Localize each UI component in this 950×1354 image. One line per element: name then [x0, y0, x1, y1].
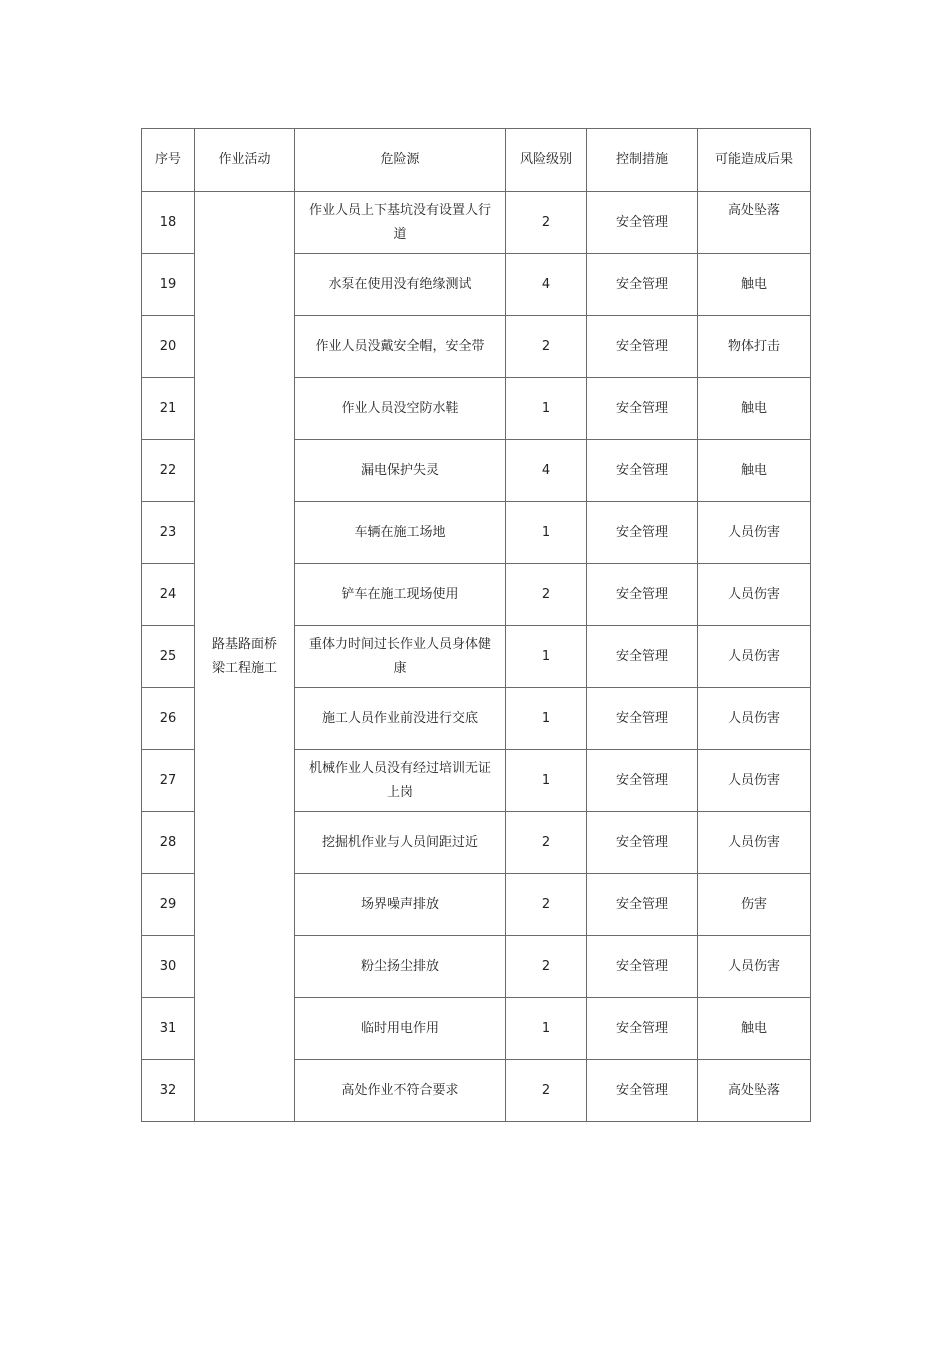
row-consequence: 物体打击 [698, 316, 811, 378]
row-hazard: 作业人员没戴安全帽，安全带 [295, 316, 506, 378]
row-risk-level: 1 [506, 998, 587, 1060]
row-no: 19 [142, 254, 195, 316]
row-no: 25 [142, 626, 195, 688]
row-consequence: 人员伤害 [698, 564, 811, 626]
table-row [142, 192, 811, 254]
row-hazard: 水泵在使用没有绝缘测试 [295, 254, 506, 316]
header-control: 控制措施 [587, 129, 698, 192]
row-risk-level: 2 [506, 936, 587, 998]
row-hazard: 粉尘扬尘排放 [295, 936, 506, 998]
header-risk-level: 风险级别 [506, 129, 587, 192]
row-hazard: 作业人员上下基坑没有设置人行道 [295, 192, 506, 254]
row-hazard: 挖掘机作业与人员间距过近 [295, 812, 506, 874]
row-risk-level: 1 [506, 688, 587, 750]
row-consequence: 高处坠落 [698, 192, 811, 254]
row-no: 28 [142, 812, 195, 874]
row-hazard: 机械作业人员没有经过培训无证上岗 [295, 750, 506, 812]
row-risk-level: 2 [506, 1060, 587, 1122]
header-hazard: 危险源 [295, 129, 506, 192]
row-consequence: 人员伤害 [698, 688, 811, 750]
row-control: 安全管理 [587, 936, 698, 998]
row-hazard: 临时用电作用 [295, 998, 506, 1060]
row-control: 安全管理 [587, 254, 698, 316]
header-no: 序号 [142, 129, 195, 192]
row-consequence: 触电 [698, 998, 811, 1060]
row-hazard: 漏电保护失灵 [295, 440, 506, 502]
row-hazard: 施工人员作业前没进行交底 [295, 688, 506, 750]
row-control: 安全管理 [587, 998, 698, 1060]
row-no: 31 [142, 998, 195, 1060]
row-consequence: 人员伤害 [698, 812, 811, 874]
row-control: 安全管理 [587, 812, 698, 874]
row-risk-level: 4 [506, 440, 587, 502]
row-risk-level: 2 [506, 192, 587, 254]
row-control: 安全管理 [587, 440, 698, 502]
row-no: 20 [142, 316, 195, 378]
row-risk-level: 2 [506, 316, 587, 378]
row-hazard: 车辆在施工场地 [295, 502, 506, 564]
row-risk-level: 1 [506, 750, 587, 812]
row-control: 安全管理 [587, 564, 698, 626]
row-hazard: 高处作业不符合要求 [295, 1060, 506, 1122]
row-risk-level: 1 [506, 626, 587, 688]
header-activity: 作业活动 [195, 129, 295, 192]
row-risk-level: 4 [506, 254, 587, 316]
row-consequence: 伤害 [698, 874, 811, 936]
row-no: 23 [142, 502, 195, 564]
row-control: 安全管理 [587, 626, 698, 688]
row-control: 安全管理 [587, 1060, 698, 1122]
table-header-row [142, 129, 811, 192]
row-no: 30 [142, 936, 195, 998]
row-hazard: 场界噪声排放 [295, 874, 506, 936]
row-no: 18 [142, 192, 195, 254]
row-risk-level: 2 [506, 564, 587, 626]
row-consequence: 触电 [698, 378, 811, 440]
row-consequence: 高处坠落 [698, 1060, 811, 1122]
row-consequence: 人员伤害 [698, 626, 811, 688]
row-consequence: 触电 [698, 440, 811, 502]
row-risk-level: 1 [506, 502, 587, 564]
row-control: 安全管理 [587, 378, 698, 440]
row-control: 安全管理 [587, 750, 698, 812]
row-risk-level: 2 [506, 874, 587, 936]
activity-cell: 路基路面桥梁工程施工 [195, 192, 295, 1122]
row-consequence: 人员伤害 [698, 936, 811, 998]
row-risk-level: 1 [506, 378, 587, 440]
row-no: 21 [142, 378, 195, 440]
row-hazard: 铲车在施工现场使用 [295, 564, 506, 626]
risk-assessment-table [141, 128, 811, 1122]
row-consequence: 触电 [698, 254, 811, 316]
row-hazard: 作业人员没空防水鞋 [295, 378, 506, 440]
row-control: 安全管理 [587, 502, 698, 564]
row-no: 24 [142, 564, 195, 626]
row-no: 32 [142, 1060, 195, 1122]
row-no: 27 [142, 750, 195, 812]
row-hazard: 重体力时间过长作业人员身体健康 [295, 626, 506, 688]
header-consequence: 可能造成后果 [698, 129, 811, 192]
row-control: 安全管理 [587, 874, 698, 936]
row-risk-level: 2 [506, 812, 587, 874]
row-no: 29 [142, 874, 195, 936]
row-control: 安全管理 [587, 316, 698, 378]
row-control: 安全管理 [587, 192, 698, 254]
row-consequence: 人员伤害 [698, 502, 811, 564]
row-consequence: 人员伤害 [698, 750, 811, 812]
row-no: 22 [142, 440, 195, 502]
row-no: 26 [142, 688, 195, 750]
row-control: 安全管理 [587, 688, 698, 750]
